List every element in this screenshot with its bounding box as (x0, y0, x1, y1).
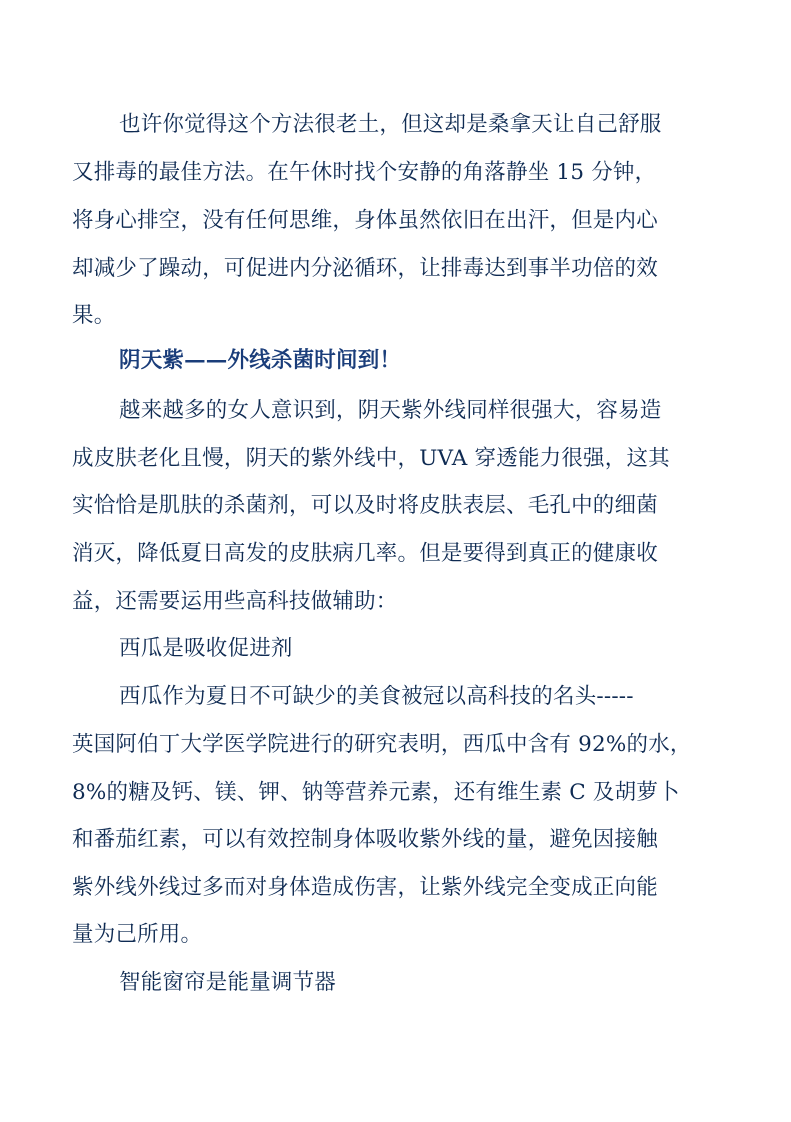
paragraph-2-line-3: 实恰恰是肌肤的杀菌剂，可以及时将皮肤表层、毛孔中的细菌 (72, 493, 658, 518)
paragraph-1-line-4: 却减少了躁动，可促进内分泌循环，让排毒达到事半功倍的效 (72, 256, 658, 281)
paragraph-3-line-3: 8%的糖及钙、镁、钾、钠等营养元素，还有维生素 C 及胡萝卜 (72, 780, 680, 805)
paragraph-2-line-1: 越来越多的女人意识到，阴天紫外线同样很强大，容易造 (119, 398, 662, 423)
paragraph-3-line-1: 西瓜作为夏日不可缺少的美食被冠以高科技的名头----- (119, 684, 634, 709)
paragraph-2-line-2: 成皮肤老化且慢，阴天的紫外线中，UVA 穿透能力很强，这其 (72, 446, 670, 471)
paragraph-1-line-1: 也许你觉得这个方法很老土，但这却是桑拿天让自己舒服 (119, 112, 662, 137)
paragraph-3-line-2: 英国阿伯丁大学医学院进行的研究表明，西瓜中含有 92%的水， (72, 732, 692, 757)
paragraph-1-line-3: 将身心排空，没有任何思维，身体虽然依旧在出汗，但是内心 (72, 208, 658, 233)
paragraph-1-line-2: 又排毒的最佳方法。在午休时找个安静的角落静坐 15 分钟， (72, 160, 657, 185)
section-heading: 阴天紫——外线杀菌时间到！ (119, 348, 402, 373)
paragraph-3-line-5: 紫外线外线过多而对身体造成伤害，让紫外线完全变成正向能 (72, 875, 658, 900)
paragraph-3-line-4: 和番茄红素，可以有效控制身体吸收紫外线的量，避免因接触 (72, 827, 658, 852)
paragraph-3-line-6: 量为己所用。 (72, 922, 203, 947)
paragraph-2-line-5: 益，还需要运用些高科技做辅助： (72, 589, 398, 614)
subheading-watermelon: 西瓜是吸收促进剂 (119, 636, 293, 661)
subheading-smart-curtain: 智能窗帘是能量调节器 (119, 970, 337, 995)
paragraph-1-line-5: 果。 (72, 303, 116, 328)
paragraph-2-line-4: 消灭，降低夏日高发的皮肤病几率。但是要得到真正的健康收 (72, 541, 658, 566)
